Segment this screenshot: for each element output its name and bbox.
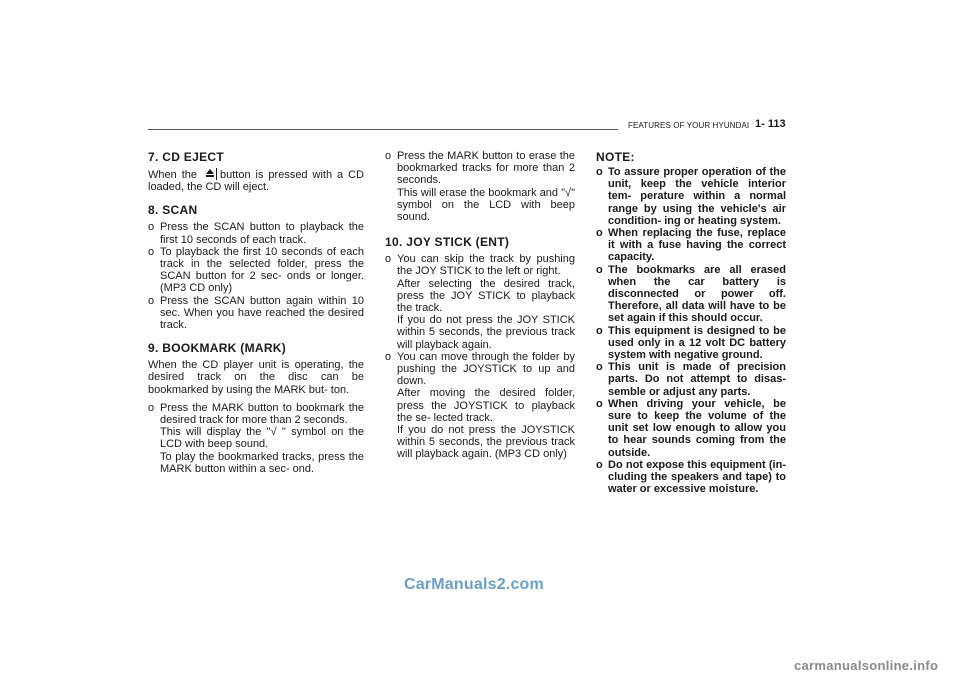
cd-eject-title: 7. CD EJECT xyxy=(148,150,224,164)
list-item: o To assure proper operation of the unit, keep the vehicle interior tem- perature within a normal range by using the vehicle's air condition- ing or heating system. xyxy=(596,166,786,227)
header-section-title: FEATURES OF YOUR HYUNDAI xyxy=(628,121,750,130)
page-number: 1- 113 xyxy=(755,118,786,130)
column-middle xyxy=(385,150,575,461)
watermark-center: CarManuals2.com xyxy=(404,576,544,593)
column-left xyxy=(148,150,364,475)
section-bookmark xyxy=(148,341,364,475)
section-joystick xyxy=(385,235,575,460)
scan-list xyxy=(148,221,364,331)
list-item: o When replacing the fuse, replace it with a fuse having the correct capacity. xyxy=(596,227,786,264)
list-item: o You can skip the track by pushing the JOY STICK to the left or right. After selecting the desired track, press the JOY STICK to playback the track. If you do not press the JOY STICK within 5 seconds, the previous track will playback again. xyxy=(385,253,575,351)
list-item: o You can move through the folder by pushing the JOYSTICK to up and down. After moving the desired folder, press the JOYSTICK to playback the se- lected track. If you do not press the JOYSTICK within 5 seconds, the previous track will playback again. (MP3 CD only) xyxy=(385,351,575,461)
list-item: o This unit is made of precision parts. Do not attempt to disas- semble or adjust any parts. xyxy=(596,361,786,398)
list-item: o Press the SCAN button again within 10 sec. When you have reached the desired track. xyxy=(148,295,364,332)
list-item: o Press the MARK button to erase the bookmarked tracks for more than 2 seconds. This will erase the bookmark and "√" symbol on the LCD with beep sound. xyxy=(385,150,575,223)
watermark-corner: carmanualsonline.info xyxy=(794,658,939,673)
scan-title: 8. SCAN xyxy=(148,203,198,218)
bookmark-list xyxy=(148,402,364,475)
note-title: NOTE: xyxy=(596,150,635,164)
list-item: o When driving your vehicle, be sure to keep the volume of the unit set low enough to allow you to hear sounds coming from the outside. xyxy=(596,398,786,459)
list-item: o Press the SCAN button to playback the first 10 seconds of each track. xyxy=(148,221,364,245)
section-cd-eject xyxy=(148,150,364,193)
list-item: o To playback the first 10 seconds of each track in the selected folder, press the SCAN button for 2 sec- onds or longer. (MP3 CD only) xyxy=(148,246,364,295)
joystick-title: 10. JOY STICK (ENT) xyxy=(385,235,510,250)
list-item: o The bookmarks are all erased when the car battery is disconnected or power off. Therefore, all data will have to be set again if this should occur. xyxy=(596,264,786,325)
eject-icon xyxy=(205,168,217,180)
header-rule xyxy=(148,129,618,130)
list-item: o Press the MARK button to bookmark the desired track for more than 2 seconds. This will display the "√ " symbol on the LCD with beep sound. To play the bookmarked tracks, press the MARK button within a sec- ond. xyxy=(148,402,364,475)
section-scan xyxy=(148,203,364,331)
list-item: o Do not expose this equipment (in- cluding the speakers and tape) to water or excessive moisture. xyxy=(596,459,786,496)
list-item: o This equipment is designed to be used only in a 12 volt DC battery system with negative ground. xyxy=(596,325,786,362)
cd-eject-text: When the button is pressed with a CD loaded, the CD will eject. xyxy=(148,169,364,194)
joystick-list xyxy=(385,253,575,460)
column-right xyxy=(596,150,786,495)
bookmark-title: 9. BOOKMARK (MARK) xyxy=(148,341,287,356)
erase-list xyxy=(385,150,575,223)
bookmark-intro: When the CD player unit is operating, the desired track on the disc can be bookmarked by using the MARK but- ton. xyxy=(148,359,364,396)
note-list xyxy=(596,166,786,495)
